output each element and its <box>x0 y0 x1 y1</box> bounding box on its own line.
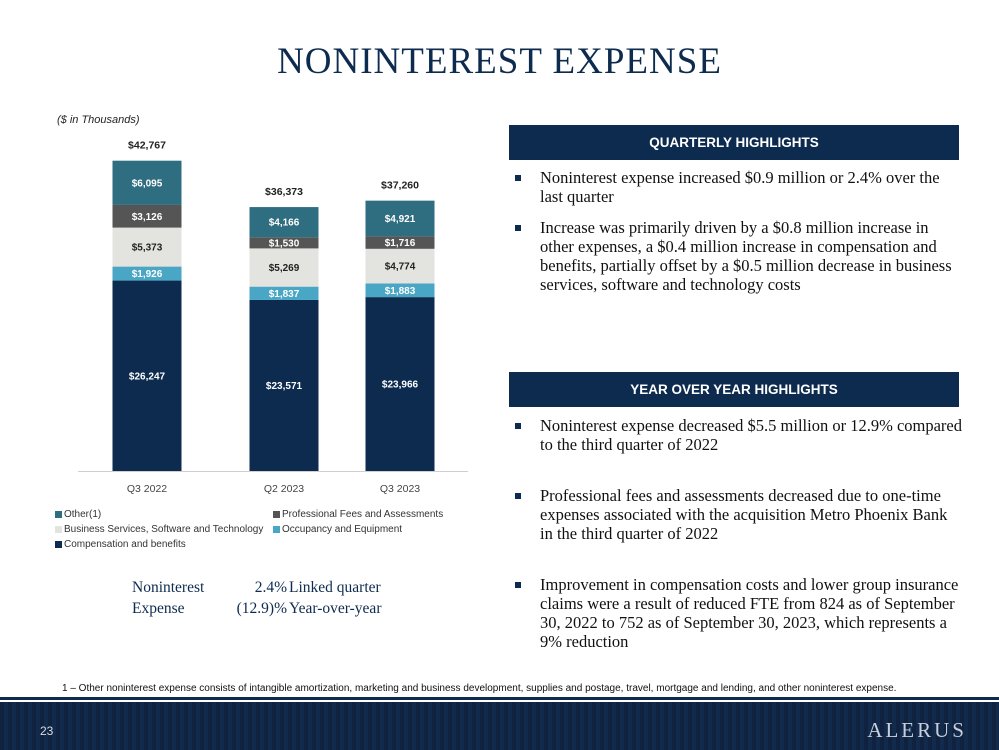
summary-linked-pct: 2.4% <box>254 579 287 596</box>
bar-data-label: $1,926 <box>131 269 163 281</box>
bar-data-label: $4,774 <box>384 261 416 273</box>
bar-data-label: $1,837 <box>268 288 300 300</box>
noninterest-expense-chart <box>50 128 480 500</box>
bar-data-label: $4,166 <box>268 217 300 229</box>
summary-linked-label: Linked quarter <box>289 579 381 596</box>
legend-compensation: Compensation and benefits <box>55 537 186 552</box>
legend-professional: Professional Fees and Assessments <box>273 507 443 522</box>
yoy-bullet: Improvement in compensation costs and lower group insurance claims were a result of reduced FTE from 824 as of September 30, 2022 to 752 as of September 30, 2023, which represents a 9% reduction <box>512 575 962 651</box>
bar-data-label: $6,095 <box>131 178 163 190</box>
yoy-highlights-header: YEAR OVER YEAR HIGHLIGHTS <box>509 372 959 407</box>
summary-yoy-pct: (12.9)% <box>236 600 287 617</box>
bar-total-label: $36,373 <box>265 186 303 199</box>
expense-summary <box>132 577 381 619</box>
quarterly-highlights-header: QUARTERLY HIGHLIGHTS <box>509 125 959 160</box>
bar-data-label: $5,269 <box>268 263 300 275</box>
quarterly-highlights-list <box>512 168 962 294</box>
summary-label-line1: Noninterest <box>132 579 205 596</box>
legend-swatch-occupancy <box>273 526 280 533</box>
legend-other: Other(1) <box>55 507 273 522</box>
alerus-logo: ALERUS <box>867 718 967 742</box>
bar-total-label: $42,767 <box>128 139 166 152</box>
bar-total-label: $37,260 <box>381 179 419 192</box>
yoy-bullet: Noninterest expense decreased $5.5 million or 12.9% compared to the third quarter of 2022 <box>512 416 962 454</box>
legend-swatch-other <box>55 511 62 518</box>
summary-label-line2: Expense <box>132 600 185 617</box>
bar-data-label: $1,883 <box>384 285 416 297</box>
x-tick-label: Q3 2023 <box>379 483 421 495</box>
bar-data-label: $1,716 <box>384 238 416 250</box>
legend-business: Business Services, Software and Technology <box>55 522 273 537</box>
chart-legend <box>55 507 475 552</box>
page-number: 23 <box>40 724 54 738</box>
footnote: 1 – Other noninterest expense consists of intangible amortization, marketing and business development, supplies and postage, travel, mortgage and lending, and other noninterest expense. <box>62 683 897 694</box>
yoy-highlights-list <box>512 416 962 651</box>
bar-data-label: $23,966 <box>381 379 419 391</box>
x-tick-label: Q3 2022 <box>126 483 168 495</box>
bar-data-label: $26,247 <box>128 371 166 383</box>
legend-swatch-professional <box>273 511 280 518</box>
yoy-bullet: Professional fees and assessments decreased due to one-time expenses associated with the acquisition Metro Phoenix Bank in the third quarter of 2022 <box>512 486 962 543</box>
bar-data-label: $3,126 <box>131 211 163 223</box>
footer-bar <box>0 702 999 750</box>
legend-occupancy: Occupancy and Equipment <box>273 522 402 537</box>
page-title: NONINTEREST EXPENSE <box>277 41 722 82</box>
legend-swatch-compensation <box>55 541 62 548</box>
legend-swatch-business <box>55 526 62 533</box>
units-note: ($ in Thousands) <box>57 114 140 126</box>
bar-data-label: $5,373 <box>131 242 163 254</box>
x-tick-label: Q2 2023 <box>263 483 305 495</box>
quarterly-bullet: Noninterest expense increased $0.9 million or 2.4% over the last quarter <box>512 168 962 206</box>
bar-data-label: $4,921 <box>384 214 416 226</box>
quarterly-bullet: Increase was primarily driven by a $0.8 million increase in other expenses, a $0.4 million increase in compensation and benefits, partially offset by a $0.5 million decrease in business services, software and technology costs <box>512 218 962 294</box>
footer-rule <box>0 697 999 700</box>
bar-data-label: $1,530 <box>268 238 300 250</box>
summary-yoy-label: Year-over-year <box>289 600 382 617</box>
bar-data-label: $23,571 <box>265 380 303 392</box>
